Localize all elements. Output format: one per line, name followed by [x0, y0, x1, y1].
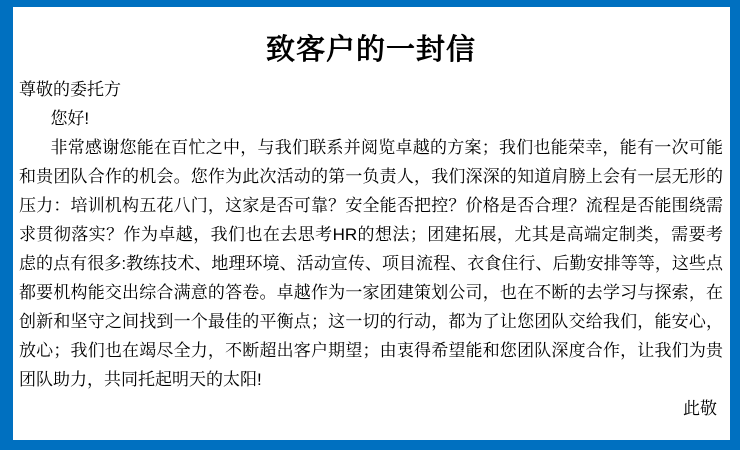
letter-title: 致客户的一封信 — [265, 34, 476, 66]
salutation-line: 尊敬的委托方 — [19, 80, 121, 99]
letter-content — [13, 7, 730, 440]
letter-body-paragraph: 非常感谢您能在百忙之中，与我们联系并阅览卓越的方案；我们也能荣幸，能有一次可能和贵团队合作的机会。您作为此次活动的第一负责人，我们深深的知道肩膀上会有一层无形的压力：培训机构五花八门，这家是否可靠？安全能否把控？价格是否合理？流程是否能围绕需求贯彻落实？作为卓越，我们也在去思考HR的想法；团建拓展，尤其是高端定制类，需要考虑的点有很多:教练技术、地理环境、活动宣传、项目流程、衣食住行、后勤安排等等，这些点都要机构能交出综合满意的答卷。卓越作为一家团建策划公司，也在不断的去学习与探索，在创新和坚守之间找到一个最佳的平衡点；这一切的行动，都为了让您团队交给我们，能安心，放心；我们也在竭尽全力，不断超出客户期望；由衷得希望能和您团队深度合作，让我们为贵团队助力，共同托起明天的太阳! — [19, 138, 723, 389]
closing-line: 此敬 — [683, 399, 717, 418]
greeting-line: 您好! — [50, 109, 90, 128]
